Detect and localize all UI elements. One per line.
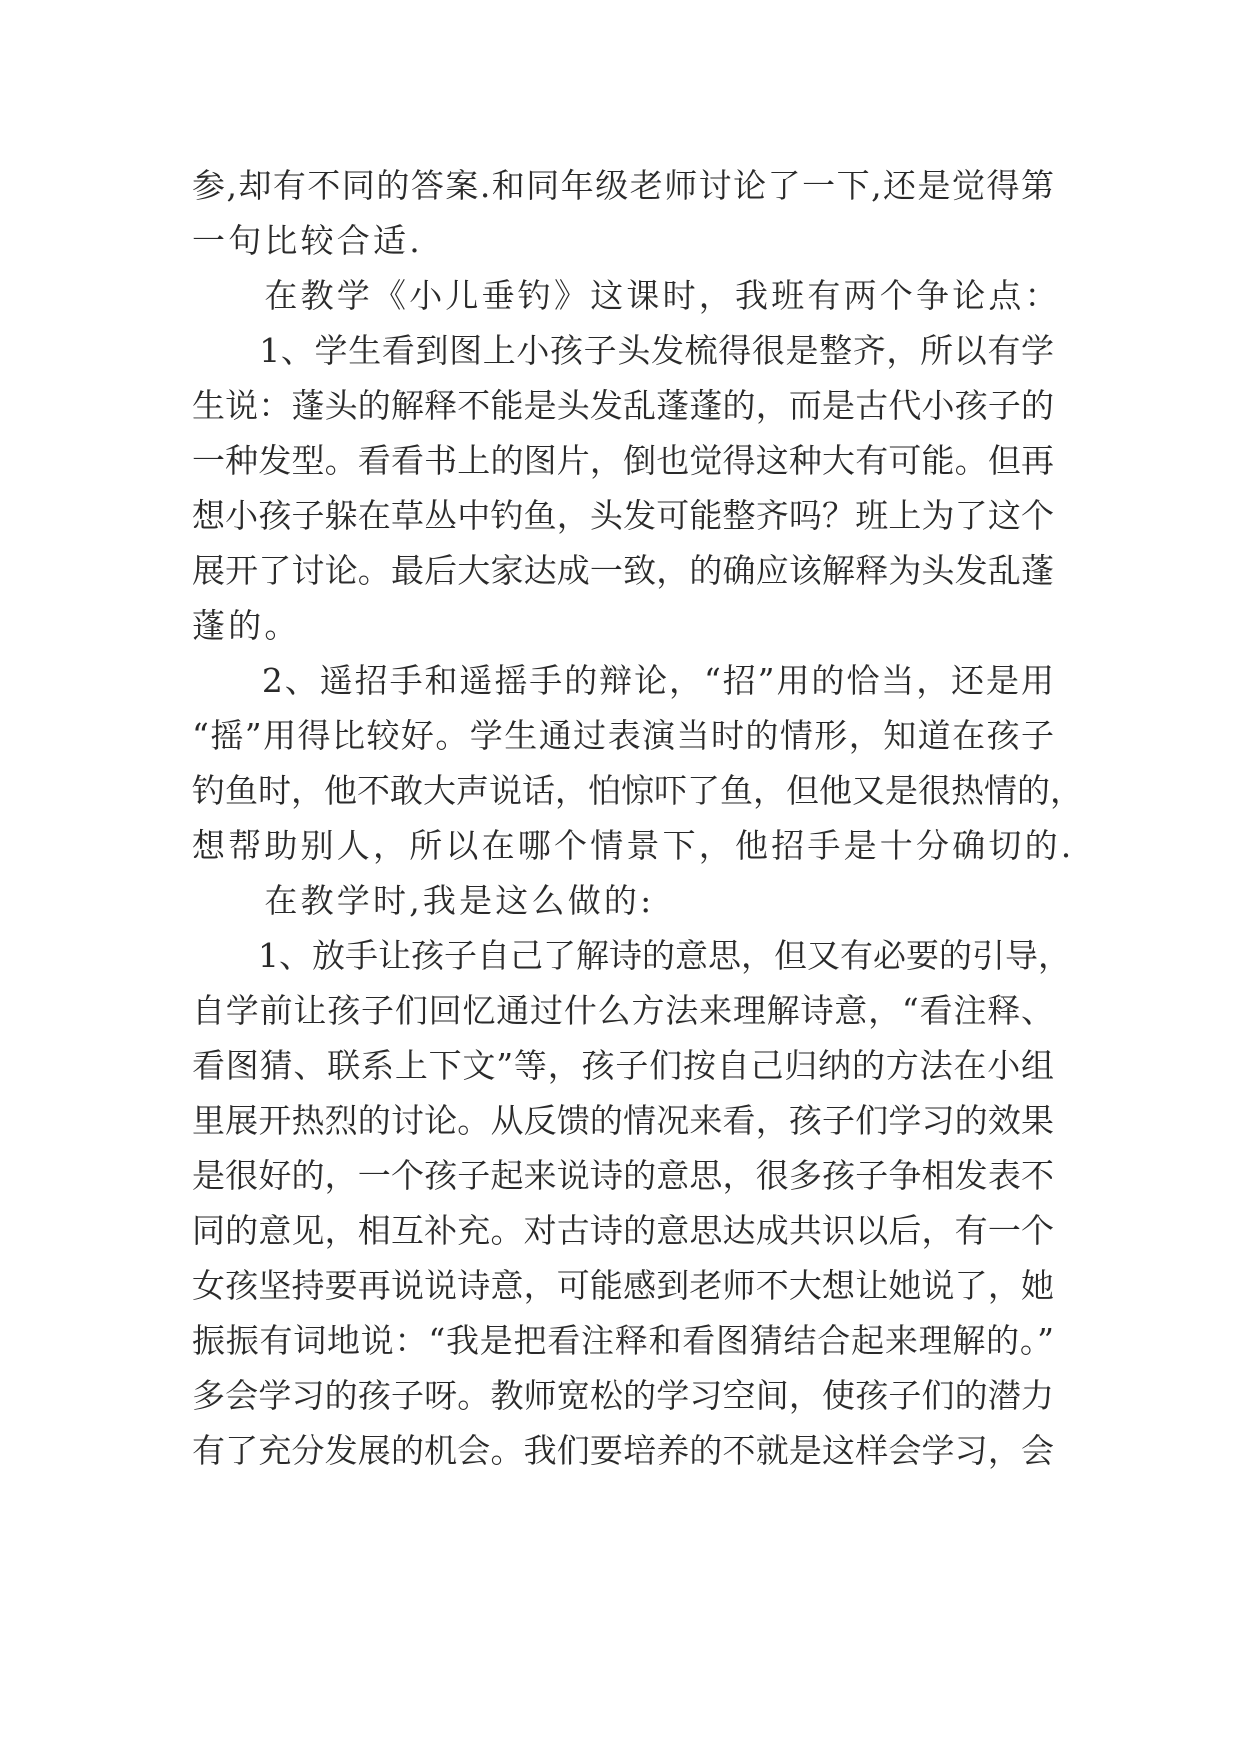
text-line: 一句比较合适. xyxy=(192,221,423,260)
text-line: 参,却有不同的答案.和同年级老师讨论了一下,还是觉得第 xyxy=(192,166,1054,205)
text-line: 展开了讨论。最后大家达成一致，的确应该解释为头发乱蓬 xyxy=(192,551,1054,590)
text-line: 看图猜、联系上下文”等，孩子们按自己归纳的方法在小组 xyxy=(192,1046,1054,1085)
text-line: 一种发型。看看书上的图片，倒也觉得这种大有可能。但再 xyxy=(192,441,1054,480)
text-line: 多会学习的孩子呀。教师宽松的学习空间，使孩子们的潜力 xyxy=(192,1376,1054,1415)
text-line: 振振有词地说：“我是把看注释和看图猜结合起来理解的。” xyxy=(192,1321,1054,1360)
text-line: 生说：蓬头的解释不能是头发乱蓬蓬的，而是古代小孩子的 xyxy=(192,386,1054,425)
text-line: 2、遥招手和遥摇手的辩论，“招”用的恰当，还是用 xyxy=(192,661,1054,700)
text-line: 钓鱼时，他不敢大声说话，怕惊吓了鱼，但他又是很热情的， xyxy=(192,771,1083,810)
text-line: 蓬的。 xyxy=(192,606,301,645)
text-line: 同的意见，相互补充。对古诗的意思达成共识以后，有一个 xyxy=(192,1211,1054,1250)
text-line: 想小孩子躲在草丛中钓鱼，头发可能整齐吗？班上为了这个 xyxy=(192,496,1054,535)
text-line: 在教学时,我是这么做的: xyxy=(192,881,655,920)
text-line: 是很好的，一个孩子起来说诗的意思，很多孩子争相发表不 xyxy=(192,1156,1054,1195)
text-line: 自学前让孩子们回忆通过什么方法来理解诗意，“看注释、 xyxy=(192,991,1054,1030)
text-line: 里展开热烈的讨论。从反馈的情况来看，孩子们学习的效果 xyxy=(192,1101,1054,1140)
text-line: 1、学生看到图上小孩子头发梳得很是整齐，所以有学 xyxy=(192,331,1054,370)
text-line: 想帮助别人，所以在哪个情景下，他招手是十分确切的. xyxy=(192,826,1075,865)
text-line: 有了充分发展的机会。我们要培养的不就是这样会学习，会 xyxy=(192,1431,1054,1470)
text-line: 女孩坚持要再说说诗意，可能感到老师不大想让她说了，她 xyxy=(192,1266,1054,1305)
text-line: “摇”用得比较好。学生通过表演当时的情形，知道在孩子 xyxy=(192,716,1054,755)
document-body xyxy=(192,158,1083,1478)
text-line: 1、放手让孩子自己了解诗的意思，但又有必要的引导， xyxy=(192,936,1071,975)
text-line: 在教学《小儿垂钓》这课时，我班有两个争论点： xyxy=(192,276,1061,315)
